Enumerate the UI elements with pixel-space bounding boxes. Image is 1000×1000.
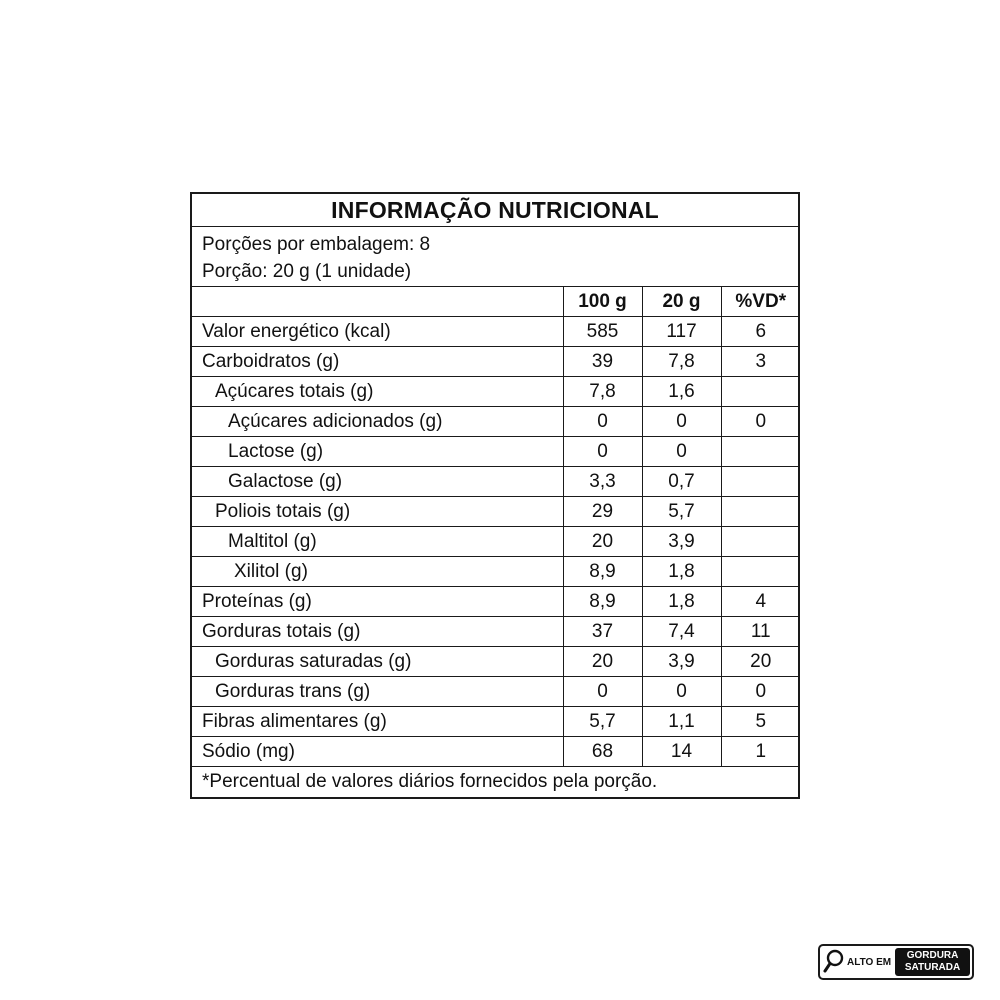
seal-nutrient-line1: GORDURA [906,950,959,961]
header-daily-value: %VD* [721,287,800,317]
value-per-20g: 3,9 [642,647,721,677]
value-daily-percent: 1 [721,737,800,767]
value-per-100g: 39 [563,347,642,377]
table-row [192,677,800,707]
seal-high-in-label: ALTO EM [847,956,892,968]
footnote: *Percentual de valores diários fornecidos pela porção. [202,771,658,792]
value-per-100g: 20 [563,527,642,557]
table-row [192,347,800,377]
table-row [192,587,800,617]
value-per-100g: 585 [563,317,642,347]
value-per-20g: 14 [642,737,721,767]
nutrient-name: Açúcares adicionados (g) [192,407,563,437]
nutrient-name: Gorduras totais (g) [192,617,563,647]
table-row [192,737,800,767]
high-saturated-fat-seal [818,944,974,980]
magnifier-icon [823,949,845,975]
nutrient-name: Maltitol (g) [192,527,563,557]
nutrient-name: Proteínas (g) [192,587,563,617]
table-row [192,497,800,527]
value-per-20g: 0 [642,407,721,437]
value-per-20g: 5,7 [642,497,721,527]
nutrient-name: Poliois totais (g) [192,497,563,527]
value-per-100g: 5,7 [563,707,642,737]
value-daily-percent [721,527,800,557]
value-per-100g: 68 [563,737,642,767]
seal-nutrient-box [895,948,970,976]
nutrient-name: Fibras alimentares (g) [192,707,563,737]
value-per-100g: 8,9 [563,587,642,617]
value-daily-percent: 11 [721,617,800,647]
nutrient-name: Galactose (g) [192,467,563,497]
nutrient-name: Carboidratos (g) [192,347,563,377]
servings-per-package: Porções por embalagem: 8 [202,234,431,255]
value-daily-percent: 0 [721,407,800,437]
value-per-20g: 0 [642,677,721,707]
portion-info [192,227,798,287]
value-daily-percent: 4 [721,587,800,617]
value-per-100g: 29 [563,497,642,527]
value-daily-percent: 5 [721,707,800,737]
nutrition-table [192,287,800,767]
value-per-100g: 0 [563,677,642,707]
value-per-100g: 3,3 [563,467,642,497]
value-per-20g: 0,7 [642,467,721,497]
nutrient-name: Xilitol (g) [192,557,563,587]
nutrient-name: Gorduras saturadas (g) [192,647,563,677]
nutrient-name: Valor energético (kcal) [192,317,563,347]
nutrient-name: Gorduras trans (g) [192,677,563,707]
value-per-20g: 117 [642,317,721,347]
table-row [192,707,800,737]
table-header-row [192,287,800,317]
value-per-20g: 7,4 [642,617,721,647]
value-per-100g: 37 [563,617,642,647]
value-per-100g: 8,9 [563,557,642,587]
table-row [192,467,800,497]
value-per-20g: 7,8 [642,347,721,377]
value-per-100g: 20 [563,647,642,677]
value-daily-percent [721,497,800,527]
value-per-20g: 3,9 [642,527,721,557]
serving-size: Porção: 20 g (1 unidade) [202,261,412,282]
value-daily-percent: 3 [721,347,800,377]
value-per-100g: 7,8 [563,377,642,407]
value-daily-percent: 6 [721,317,800,347]
nutrition-facts-panel [190,192,800,799]
table-row [192,527,800,557]
value-daily-percent [721,377,800,407]
nutrient-name: Sódio (mg) [192,737,563,767]
nutrition-rows [192,317,800,767]
value-daily-percent [721,557,800,587]
header-per-20g: 20 g [642,287,721,317]
value-daily-percent [721,467,800,497]
nutrition-title: INFORMAÇÃO NUTRICIONAL [192,194,798,227]
table-row [192,317,800,347]
header-per-100g: 100 g [563,287,642,317]
table-row [192,647,800,677]
value-per-100g: 0 [563,407,642,437]
nutrient-name: Lactose (g) [192,437,563,467]
value-per-20g: 1,1 [642,707,721,737]
header-nutrient [192,287,563,317]
seal-nutrient-line2: SATURADA [904,962,961,973]
value-daily-percent [721,437,800,467]
table-row [192,437,800,467]
value-per-100g: 0 [563,437,642,467]
table-row [192,377,800,407]
table-row [192,407,800,437]
table-row [192,557,800,587]
value-per-20g: 0 [642,437,721,467]
value-per-20g: 1,8 [642,587,721,617]
value-per-20g: 1,6 [642,377,721,407]
nutrient-name: Açúcares totais (g) [192,377,563,407]
value-daily-percent: 20 [721,647,800,677]
value-per-20g: 1,8 [642,557,721,587]
value-daily-percent: 0 [721,677,800,707]
table-row [192,617,800,647]
